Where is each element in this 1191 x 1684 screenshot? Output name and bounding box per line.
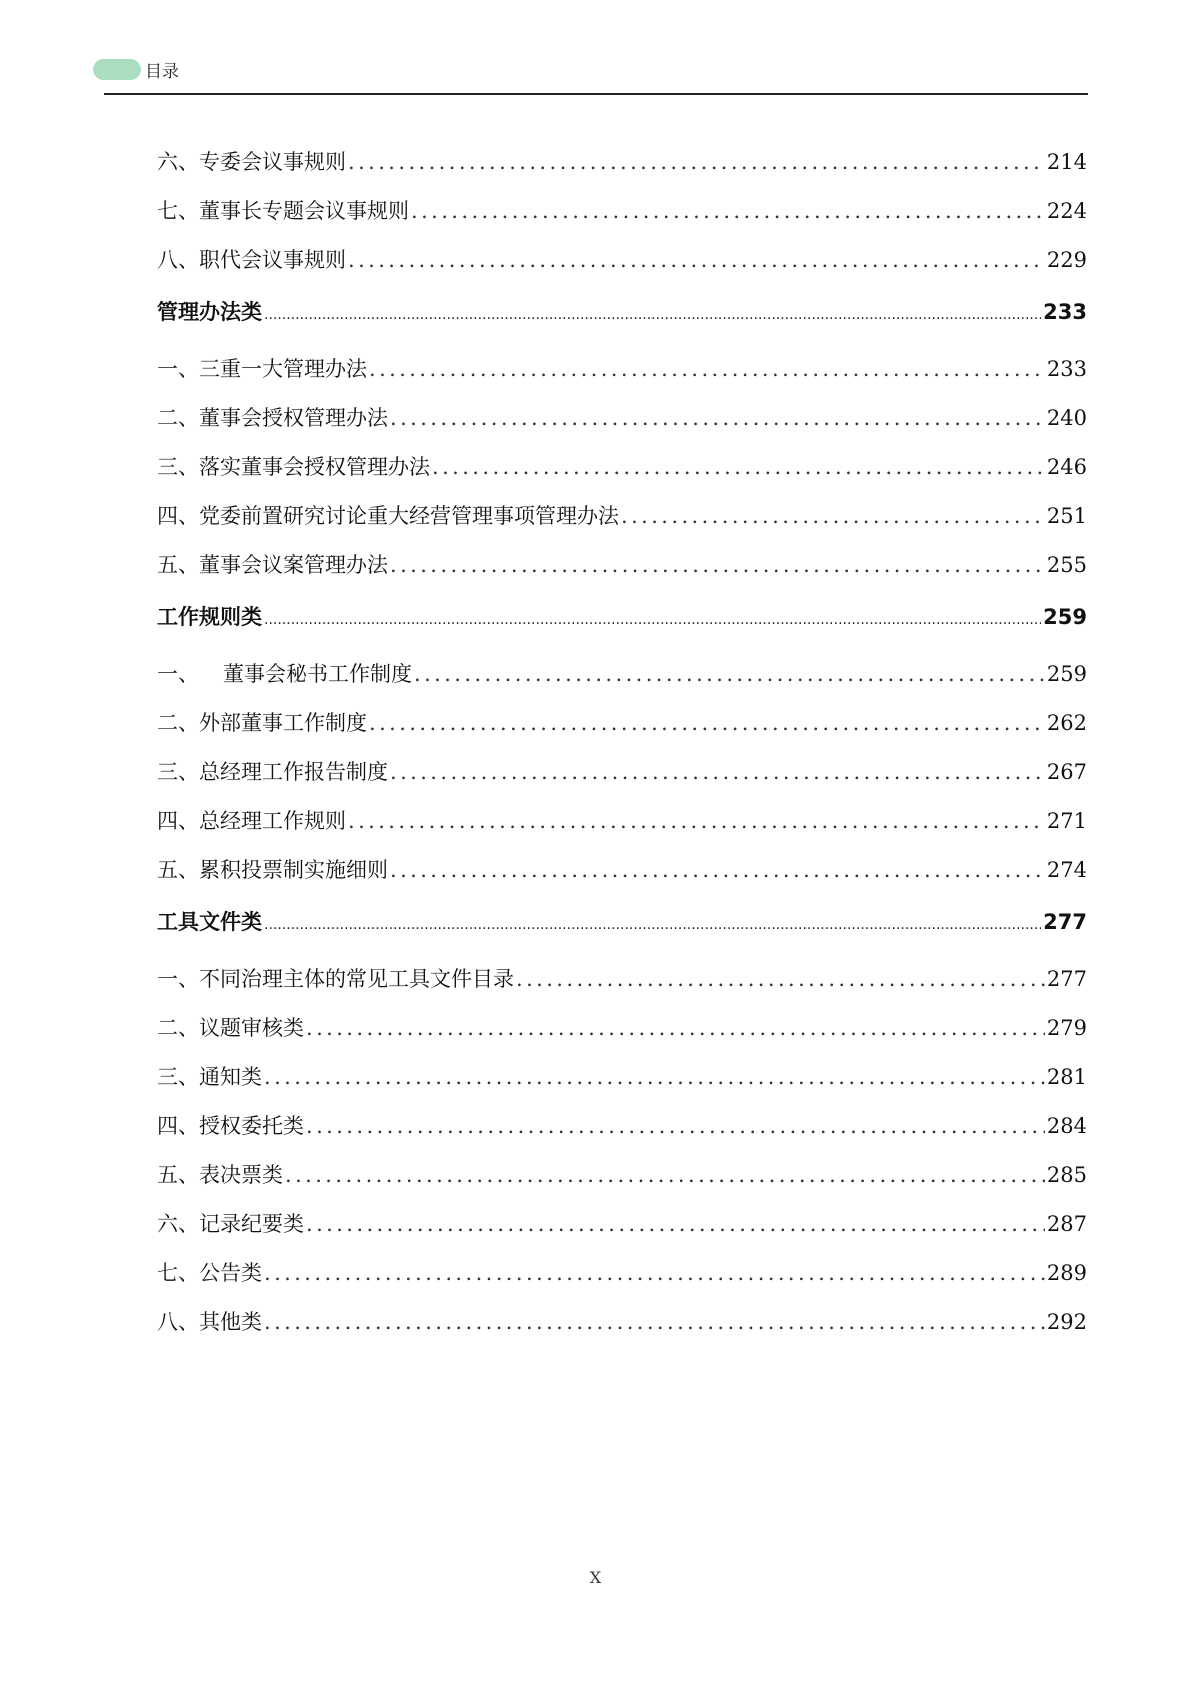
toc-entry-label: 八、其他类 [157,1310,262,1334]
toc-entry-page: 229 [1046,248,1087,272]
toc-dot-leader [264,605,1041,629]
toc-dot-leader [348,150,1045,174]
toc-entry-page: 287 [1046,1212,1087,1236]
toc-entry-page: 214 [1046,150,1087,174]
toc-entry-page: 285 [1046,1163,1087,1187]
toc-entry-label: 一、不同治理主体的常见工具文件目录 [157,967,514,991]
toc-dot-leader [369,357,1045,381]
toc-entry[interactable] [157,805,1087,854]
toc-entry[interactable] [157,1110,1087,1159]
toc-entry[interactable] [157,1208,1087,1257]
toc-entry[interactable] [157,658,1087,707]
toc-dot-leader [348,809,1045,833]
toc-entry-label: 八、职代会议事规则 [157,248,346,272]
toc-entry[interactable] [157,854,1087,903]
toc-dot-leader [306,1114,1045,1138]
toc-entry[interactable] [157,1012,1087,1061]
toc-entry-label: 四、党委前置研究讨论重大经营管理事项管理办法 [157,504,619,528]
toc-entry[interactable] [157,353,1087,402]
toc-entry-number: 一、 [157,662,199,686]
toc-entry-label: 七、董事长专题会议事规则 [157,199,409,223]
toc-entry-page: 255 [1046,553,1087,577]
toc-dot-leader [390,760,1045,784]
toc-entry-label: 三、总经理工作报告制度 [157,760,388,784]
toc-dot-leader [411,199,1045,223]
toc-entry-label: 工具文件类 [157,910,262,934]
toc-entry-label: 六、记录纪要类 [157,1212,304,1236]
toc-entry-page: 281 [1046,1065,1087,1089]
toc-entry[interactable] [157,195,1087,244]
toc-entry-page: 271 [1046,809,1087,833]
header-tab-marker [93,59,141,80]
toc-section-entry[interactable] [157,293,1087,353]
toc-section-entry[interactable] [157,903,1087,963]
toc-entry-page: 259 [1043,605,1087,629]
toc-entry[interactable] [157,1306,1087,1355]
toc-entry[interactable] [157,707,1087,756]
toc-entry-page: 259 [1046,662,1087,686]
toc-entry[interactable] [157,963,1087,1012]
toc-entry[interactable] [157,451,1087,500]
toc-entry-label: 三、落实董事会授权管理办法 [157,455,430,479]
toc-entry-page: 246 [1046,455,1087,479]
toc-entry-label: 工作规则类 [157,605,262,629]
toc-dot-leader [348,248,1045,272]
toc-entry[interactable] [157,1159,1087,1208]
toc-entry-label: 管理办法类 [157,300,262,324]
page-header [93,57,179,81]
toc-entry-page: 233 [1043,300,1087,324]
toc-entry-page: 233 [1046,357,1087,381]
toc-dot-leader [390,858,1045,882]
toc-entry-page: 262 [1046,711,1087,735]
toc-dot-leader [285,1163,1045,1187]
toc-entry[interactable] [157,500,1087,549]
toc-entry-page: 251 [1046,504,1087,528]
toc-entry-page: 267 [1046,760,1087,784]
toc-entry-page: 279 [1046,1016,1087,1040]
table-of-contents [157,146,1087,1355]
toc-entry-label: 六、专委会议事规则 [157,150,346,174]
page-number: X [589,1568,602,1587]
toc-entry-label: 二、外部董事工作制度 [157,711,367,735]
toc-entry-page: 289 [1046,1261,1087,1285]
toc-dot-leader [414,662,1045,686]
toc-dot-leader [516,967,1045,991]
toc-entry-label: 五、表决票类 [157,1163,283,1187]
toc-dot-leader [264,300,1041,324]
toc-entry[interactable] [157,1257,1087,1306]
toc-entry-page: 292 [1046,1310,1087,1334]
toc-entry[interactable] [157,402,1087,451]
toc-dot-leader [390,406,1045,430]
toc-entry-page: 274 [1046,858,1087,882]
toc-dot-leader [264,910,1041,934]
toc-entry-label: 三、通知类 [157,1065,262,1089]
toc-entry-label: 二、议题审核类 [157,1016,304,1040]
toc-entry-label: 五、累积投票制实施细则 [157,858,388,882]
toc-entry-label: 四、授权委托类 [157,1114,304,1138]
toc-dot-leader [306,1016,1045,1040]
toc-entry[interactable] [157,549,1087,598]
toc-dot-leader [369,711,1045,735]
toc-entry[interactable] [157,244,1087,293]
toc-entry-label: 四、总经理工作规则 [157,809,346,833]
toc-entry[interactable] [157,1061,1087,1110]
toc-entry[interactable] [157,756,1087,805]
toc-entry-label: 七、公告类 [157,1261,262,1285]
toc-entry[interactable] [157,146,1087,195]
toc-dot-leader [390,553,1045,577]
toc-entry-label: 五、董事会议案管理办法 [157,553,388,577]
toc-dot-leader [621,504,1045,528]
toc-entry-page: 277 [1046,967,1087,991]
toc-entry-label: 二、董事会授权管理办法 [157,406,388,430]
header-title: 目录 [145,61,179,82]
toc-dot-leader [432,455,1045,479]
toc-section-entry[interactable] [157,598,1087,658]
toc-entry-page: 224 [1046,199,1087,223]
toc-dot-leader [264,1261,1045,1285]
header-divider [104,93,1088,95]
toc-entry-page: 277 [1043,910,1087,934]
toc-entry-page: 284 [1046,1114,1087,1138]
toc-dot-leader [264,1310,1045,1334]
toc-entry-label: 董事会秘书工作制度 [223,662,412,686]
toc-dot-leader [306,1212,1045,1236]
toc-entry-label: 一、三重一大管理办法 [157,357,367,381]
toc-dot-leader [264,1065,1045,1089]
toc-entry-page: 240 [1046,406,1087,430]
